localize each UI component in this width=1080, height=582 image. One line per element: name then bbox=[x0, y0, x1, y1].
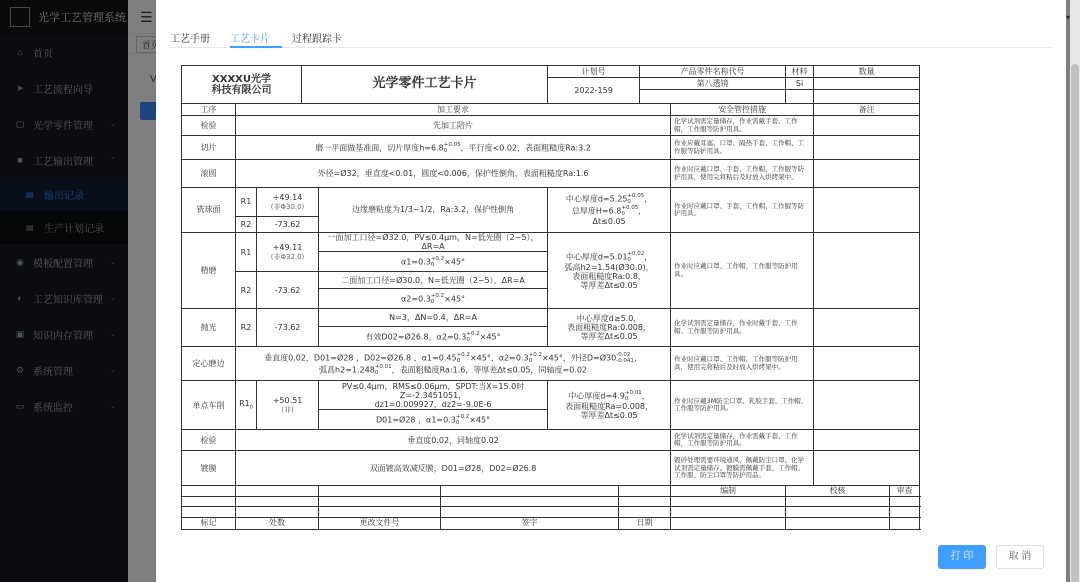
radius-label: R2 bbox=[236, 309, 257, 347]
step-requirement: 边缘磨粘度为1/3~1/2，Ra:3.2，保护性倒角 bbox=[319, 188, 548, 233]
step-requirement: 有效D02=Ø26.8，α2=0.3+0.2 0 ×45° bbox=[319, 327, 548, 347]
step-name: 精磨 bbox=[182, 233, 236, 309]
step-name: 定心磨边 bbox=[182, 347, 236, 381]
scrollbar[interactable] bbox=[1070, 0, 1080, 582]
col-process: 工序 bbox=[182, 104, 236, 116]
step-safety: 作业时应戴口罩、手套、工作帽、工作服等防护用具。 bbox=[671, 188, 814, 233]
scrollbar-thumb[interactable] bbox=[1071, 64, 1079, 582]
plan-no-value: 2022-159 bbox=[548, 78, 640, 104]
step-safety: 作业时应戴口罩、工作帽、工作服等防护用具，使用完将粘后及时放入烘烤架中。 bbox=[671, 347, 814, 381]
step-tolerance: 中心厚度d=5.25+0.05 0 ， 总厚度H=6.8+0.05 0 ， Δt≤0.05 bbox=[548, 188, 671, 233]
active-tab-indicator bbox=[230, 46, 282, 48]
col-note: 备注 bbox=[814, 104, 920, 116]
craft-dialog bbox=[156, 0, 1066, 582]
cancel-button[interactable]: 取 消 bbox=[996, 545, 1044, 569]
part-code-value: 第八透镜 bbox=[640, 78, 786, 90]
radius-value: +49.11 (非Φ32.0) bbox=[257, 233, 319, 272]
card-title: 光学零件工艺卡片 bbox=[302, 66, 548, 104]
count-label: 处数 bbox=[236, 517, 319, 529]
step-name: 滚圆 bbox=[182, 160, 236, 188]
step-requirement: 双面镀高效减反膜，D01=Ø28，D02=Ø26.8 bbox=[236, 451, 671, 486]
step-name: 检验 bbox=[182, 430, 236, 451]
step-requirement: D01=Ø28 ，α1=0.3+0.2 0 ×45° bbox=[319, 410, 548, 430]
material-label: 材料 bbox=[786, 66, 814, 78]
step-requirement: 垂直度0.02，同轴度0.02 bbox=[236, 430, 671, 451]
radius-value: -73.62 bbox=[257, 309, 319, 347]
radius-label: $R1_0$ bbox=[236, 381, 257, 430]
col-safety: 安全管控措施 bbox=[671, 104, 814, 116]
step-name: 切片 bbox=[182, 136, 236, 160]
tab-process-tracking[interactable]: 过程跟踪卡 bbox=[292, 34, 342, 45]
check-label: 校核 bbox=[786, 486, 890, 496]
step-name: 镀膜 bbox=[182, 451, 236, 486]
craft-card-table bbox=[181, 65, 920, 530]
step-requirement: 磨一平面做基准面，切片厚度h=6.8+0.05 0 ，平行度<0.02，表面粗糙度Ra:3.2 bbox=[236, 136, 671, 160]
company-name: XXXXU光学 科技有限公司 bbox=[182, 66, 302, 104]
step-safety: 化学试剂需定量储存，作业需戴手套、工作帽，工作服等防护用具。 bbox=[671, 430, 814, 451]
step-tolerance: 中心厚度d=4.9+0.01 0 ， 表面粗糙度Ra=0.008， 等厚差Δt≤0.05 bbox=[548, 381, 671, 430]
change-no-label: 更改文件号 bbox=[319, 517, 441, 529]
part-code-label: 产品零件名称代号 bbox=[640, 66, 786, 78]
step-tolerance: 中心厚度d≥5.0， 表面粗糙度Ra:0.008， 等厚差Δt≤0.05 bbox=[548, 309, 671, 347]
radius-value: +50.51 (非) bbox=[257, 381, 319, 430]
step-requirement: 一面加工口径=Ø32.0，PV≤0.4μm，N=低光圈（2~5），ΔR=A bbox=[319, 233, 548, 252]
compile-label: 编制 bbox=[671, 486, 786, 496]
radius-value: -73.62 bbox=[257, 217, 319, 233]
material-value: Si bbox=[786, 78, 814, 90]
radius-label: R1 bbox=[236, 233, 257, 272]
step-safety: 化学试剂需定量储存，作业需戴手套、工作帽，工作服等防护用具。 bbox=[671, 116, 814, 136]
step-tolerance: 中心厚度d=5.01+0.02 0 ， 弧高h2=1.54(Ø30.0)， 表面粗糙度Ra:0.8， 等厚差Δt≤0.05 bbox=[548, 233, 671, 309]
radius-label: R1 bbox=[236, 188, 257, 217]
step-requirement: α1=0.3+0.2 0 ×45° bbox=[319, 252, 548, 272]
step-requirement: 二面加工口径=Ø30.0，N=低光圈（2~5），ΔR=A bbox=[319, 272, 548, 289]
step-safety: 作业时应戴口罩、工作帽、工作服等防护用具。 bbox=[671, 233, 814, 309]
craft-card bbox=[181, 65, 913, 533]
mark-label: 标记 bbox=[182, 517, 236, 529]
step-requirement: PV≤0.4μm，RMS≤0.06μm，SPDT:当X=15.0时Z=-2.3451051， dz1=0.009927，dz2=-9.0E-6 bbox=[319, 381, 548, 410]
step-name: 检验 bbox=[182, 116, 236, 136]
dialog-footer bbox=[938, 545, 1044, 569]
review-label: 审查 bbox=[890, 486, 920, 496]
radius-label: R2 bbox=[236, 272, 257, 309]
step-safety: 作业时应戴口罩、手套、工作帽、工作服等防护用具，使用完将粘后及时放入烘烤架中。 bbox=[671, 160, 814, 188]
radius-value: +49.14 (非Φ30.0) bbox=[257, 188, 319, 217]
step-name: 单点车削 bbox=[182, 381, 236, 430]
col-requirements: 加工要求 bbox=[236, 104, 671, 116]
step-requirement: 垂直度0.02，D01=Ø28 ，D02=Ø26.8 ，α1=0.45+0.2 0 ×45°，α2=0.3+0.2 0 ×45°，外径D=Ø30-0.02 -0.041， 弧高h2=1.248+0.01 0 ，表面粗糙度Ra:1.6，等厚差Δt≤0.05，同轴度=0.02 bbox=[236, 347, 671, 381]
tab-craft-manual[interactable]: 工艺手册 bbox=[170, 34, 210, 45]
dialog-tabs bbox=[170, 26, 1052, 48]
quantity-value bbox=[814, 78, 920, 90]
step-requirement: α2=0.3+0.2 0 ×45° bbox=[319, 289, 548, 309]
step-requirement: 外径=Ø32，垂直度<0.01，圆度<0.006，保护性倒角，表面粗糙度Ra:1.6 bbox=[236, 160, 671, 188]
step-requirement: 先加工陪片 bbox=[236, 116, 671, 136]
radius-label: R2 bbox=[236, 217, 257, 233]
step-name: 铣球面 bbox=[182, 188, 236, 233]
quantity-label: 数量 bbox=[814, 66, 920, 78]
step-name: 抛光 bbox=[182, 309, 236, 347]
step-safety: 化学试剂需定量储存，作业时戴手套、工作帽、工作服等防护用具。 bbox=[671, 309, 814, 347]
step-safety: 作业应戴耳塞、口罩、隔热手套、工作帽、工作服等防护用具。 bbox=[671, 136, 814, 160]
step-safety: 镀砂处理需要环境通风，佩戴防尘口罩。化学试剂需定量储存。镀膜需佩戴手套、工作帽、工作服、防尘口罩等防护用品。 bbox=[671, 451, 814, 486]
print-button[interactable]: 打 印 bbox=[938, 545, 986, 569]
tab-craft-card[interactable]: 工艺卡片 bbox=[230, 34, 270, 45]
radius-value: -73.62 bbox=[257, 272, 319, 309]
step-requirement: N=3，ΔN=0.4，ΔR=A bbox=[319, 309, 548, 327]
signature-label: 签字 bbox=[441, 517, 619, 529]
date-label: 日期 bbox=[619, 517, 671, 529]
plan-no-label: 计划号 bbox=[548, 66, 640, 78]
step-safety: 作业时应戴3M防尘口罩、乳胶手套、工作帽、工作服等防护用具。 bbox=[671, 381, 814, 430]
